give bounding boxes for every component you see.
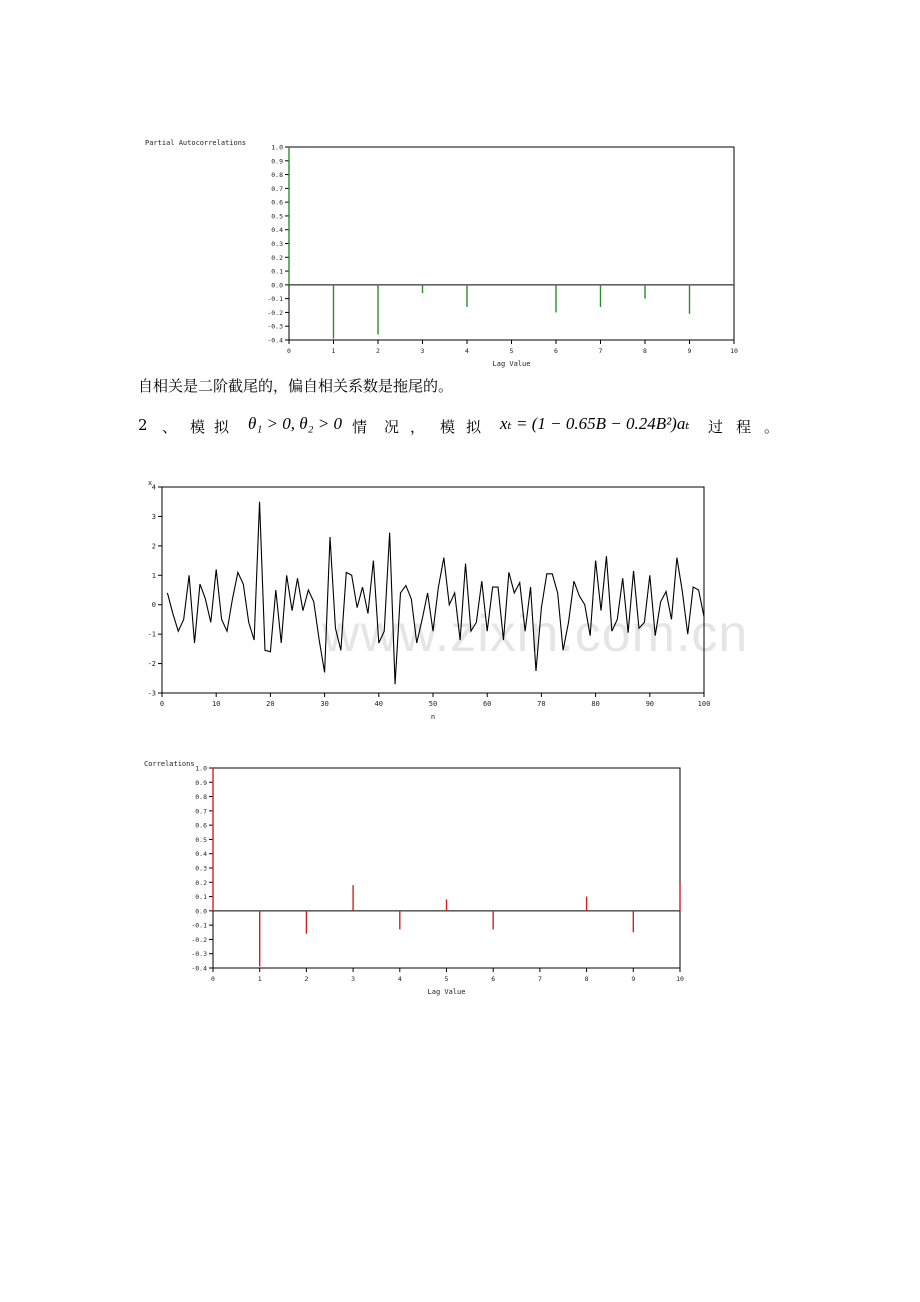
y-tick-label: 0.6 (271, 198, 283, 207)
word-qing: 情 (352, 418, 368, 436)
x-tick-label: 8 (643, 347, 647, 355)
x-tick-label: 50 (428, 700, 438, 708)
y-tick-label: -0.1 (267, 295, 283, 304)
x-axis-label: Lag Value (492, 360, 531, 368)
chart-title: x (148, 479, 153, 487)
item-number: 2 (138, 416, 148, 434)
x-tick-label: 2 (376, 347, 380, 355)
y-tick-label: 0.3 (195, 864, 207, 873)
x-tick-label: 9 (687, 347, 692, 355)
y-tick-label: 0.9 (271, 157, 283, 166)
watermark: www.zixin.com.cn (322, 605, 749, 663)
y-tick-label: 4 (151, 483, 156, 492)
x-tick-label: 2 (304, 975, 309, 983)
x-axis-label: n (430, 713, 436, 721)
acf-chart (0, 750, 920, 1010)
y-tick-label: 0 (151, 601, 156, 610)
period: 。 (764, 418, 780, 436)
y-tick-label: -0.4 (191, 964, 207, 973)
y-tick-label: 0.0 (195, 907, 207, 916)
x-tick-label: 0 (211, 975, 215, 983)
y-tick-label: 0.7 (271, 184, 283, 193)
y-tick-label: 0.3 (271, 240, 283, 248)
y-tick-label: 0.1 (271, 267, 283, 276)
x-tick-label: 10 (211, 700, 221, 708)
y-tick-label: 0.4 (271, 226, 283, 235)
x-tick-label: 6 (554, 347, 558, 355)
x-tick-label: 8 (584, 975, 589, 983)
y-tick-label: 0.1 (195, 893, 207, 902)
y-tick-label: 3 (151, 512, 156, 521)
y-tick-label: 0.5 (195, 835, 207, 844)
x-tick-label: 90 (645, 700, 655, 708)
x-tick-label: 1 (331, 347, 336, 355)
y-tick-label: 0.9 (195, 778, 207, 787)
x-tick-label: 5 (509, 347, 514, 355)
y-tick-label: -2 (147, 660, 156, 669)
y-tick-label: 0.2 (195, 878, 207, 887)
y-tick-label: 1.0 (195, 764, 207, 773)
enum-mark: 、 (162, 418, 178, 436)
x-tick-label: 5 (444, 975, 449, 983)
y-tick-label: 0.8 (271, 171, 283, 180)
x-tick-label: 70 (537, 700, 546, 708)
y-tick-label: -0.1 (191, 921, 207, 930)
x-tick-label: 3 (420, 347, 425, 355)
x-tick-label: 4 (465, 347, 469, 355)
y-tick-label: -0.3 (191, 950, 207, 959)
x-tick-label: 3 (351, 975, 356, 983)
x-tick-label: 30 (320, 700, 329, 708)
y-tick-label: -3 (147, 689, 156, 698)
y-tick-label: -1 (147, 630, 156, 639)
y-tick-label: 0.2 (271, 253, 283, 262)
y-tick-label: 1 (151, 571, 156, 580)
plot-frame (213, 768, 680, 968)
y-tick-label: -0.4 (267, 336, 283, 345)
x-tick-label: 0 (159, 700, 165, 708)
model-formula: xₜ = (1 − 0.65B − 0.24B²)aₜ (500, 414, 690, 433)
y-tick-label: 0.7 (195, 807, 207, 816)
word-mo: 模 (190, 418, 206, 436)
x-tick-label: 1 (257, 975, 262, 983)
x-axis-label: Lag Value (427, 988, 466, 996)
x-tick-label: 40 (374, 700, 384, 708)
x-tick-label: 100 (697, 700, 711, 708)
word-cheng: 程 (736, 418, 752, 436)
x-tick-label: 20 (266, 700, 275, 708)
x-tick-label: 6 (491, 975, 496, 983)
word-guo: 过 (708, 418, 724, 436)
x-tick-label: 7 (598, 347, 603, 355)
plot-frame (289, 147, 734, 340)
x-tick-label: 10 (730, 347, 738, 355)
y-tick-label: 0.8 (195, 793, 207, 802)
theta-condition: θ₁ > 0, θ₂ > 0 (248, 414, 342, 433)
word-ni: 拟 (214, 418, 230, 436)
pacf-chart (0, 0, 920, 380)
y-tick-label: 2 (151, 542, 156, 551)
x-tick-label: 4 (397, 975, 402, 983)
x-tick-label: 7 (537, 975, 542, 983)
y-tick-label: 0.5 (271, 212, 283, 221)
chart-title: Partial Autocorrelations (145, 139, 247, 147)
y-tick-label: -0.2 (191, 935, 207, 944)
y-tick-label: -0.3 (267, 322, 283, 331)
x-tick-label: 9 (631, 975, 636, 983)
x-tick-label: 10 (676, 975, 684, 983)
comma: ， (410, 418, 426, 436)
y-tick-label: 1.0 (271, 143, 283, 152)
y-tick-label: 0.4 (195, 850, 207, 859)
word-mo-2: 模 (440, 418, 456, 436)
paragraph-simulation (138, 413, 818, 441)
word-ni-2: 拟 (466, 418, 482, 436)
x-tick-label: 80 (591, 700, 600, 708)
y-tick-label: -0.2 (267, 308, 283, 317)
y-tick-label: 0.0 (271, 281, 283, 290)
x-tick-label: 0 (287, 347, 291, 355)
word-kuang: 况 (384, 418, 400, 436)
paragraph-conclusion: 自相关是二阶截尾的，偏自相关系数是拖尾的。 (138, 377, 454, 395)
x-tick-label: 60 (482, 700, 492, 708)
chart-title: Correlations (144, 760, 195, 768)
y-tick-label: 0.6 (195, 821, 207, 830)
